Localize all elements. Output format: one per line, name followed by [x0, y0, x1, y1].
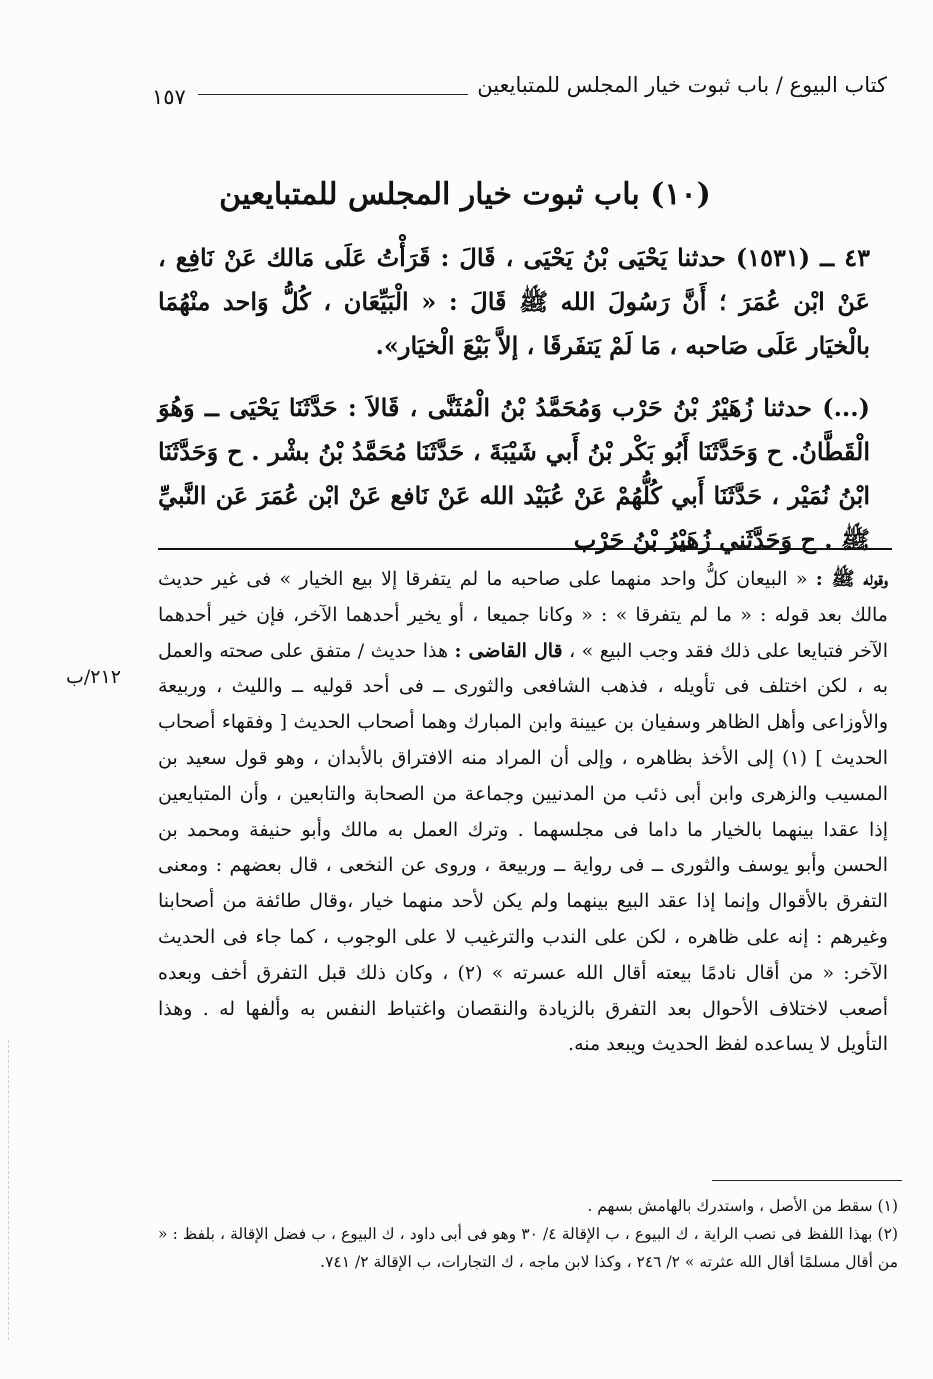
footnotes	[158, 1192, 898, 1276]
header-rule	[198, 94, 468, 95]
footnote-rule	[712, 1180, 902, 1181]
commentary-lead: وقوله ﷺ :	[815, 568, 889, 590]
commentary-text	[158, 562, 888, 1162]
qadi-label: قال القاضى :	[454, 639, 563, 662]
hadith-text-1: ٤٣ ــ (١٥٣١) حدثنا يَحْيَى بْنُ يَحْيَى ، قَالَ : قَرَأْتُ عَلَى مَالك عَنْ نَافِع ، عَنْ ابْن عُمَرَ ؛ أَنَّ رَسُولَ الله ﷺ قَالَ : « الْبَيِّعَان ، كُلُّ وَاحد منْهُمَا بالْخيَار عَلَى صَاحبه ، مَا لَمْ يَتفَرقَا ، إلاَّ بَيْعَ الْخيَار».	[158, 243, 870, 360]
page-number: ١٥٧	[152, 85, 186, 109]
manuscript-folio-note: ٢١٢/ب	[66, 666, 121, 688]
commentary-part-2: هذا حديث / متفق على صحته والعمل به ، لكن اختلف فى تأويله ، فذهب الشافعى والثورى ــ فى أحد قوليه ــ والليث ، وربيعة والأوزاعى وأهل الظاهر وسفيان بن عيينة وابن المبارك وهما أصحاب الحديث [ وفقهاء أصحاب الحديث ] (١) إلى الأخذ بظاهره ، وإلى أن المراد منه الافتراق بالأبدان ، وهو قول سعيد بن المسيب والزهرى وابن أبى ذئب من المدنيين وجماعة من الصحابة والتابعين ، وأن المتبايعين إذا عقدا بينهما بالخيار ما داما فى مجلسهما . وترك العمل به مالك وأبو حنيفة ومحمد بن الحسن وأبو يوسف والثورى ــ فى رواية ــ وربيعة ، وروى عن النخعى ، قال بعضهم : ومعنى التفرق بالأقوال وإنما إذا عقد البيع بينهما ولم يكن لأحد منهما خيار ،وقال طائفة من أصحابنا وغيرهم : إنه على ظاهره ، لكن على الندب والترغيب لا على الوجوب ، كما جاء فى الحديث الآخر: « من أقال نادمًا بيعته أقال الله عسرته » (٢) ، وكان ذلك قبل التفرق أخف وبعده أصعب لاختلاف الأحوال بعد التفرق بالزيادة والنقصان واغتباط النفس به وألفها له . وهذا التأويل لا يساعده لفظ الحديث ويبعد منه.	[158, 639, 888, 1056]
commentary-part-1: « البيعان كلُّ واحد منهما على صاحبه ما لم يتفرقا إلا بيع الخيار » فى غير حديث مالك بعد قوله : « ما لم يتفرقا » : « وكانا جميعا ، أو يخير أحدهما الآخر، فإن خير أحدهما الآخر فتبايعا على ذلك فقد وجب البيع » ،	[158, 568, 888, 662]
chapter-title: (١٠) باب ثبوت خيار المجلس للمتبايعين	[219, 177, 711, 212]
running-title: كتاب البيوع / باب ثبوت خيار المجلس للمتبايعين	[477, 73, 887, 97]
hadith-text-2: (...) حدثنا زُهَيْرُ بْنُ حَرْب وَمُحَمَّدُ بْنُ الْمُثَنَّى ، قَالاَ : حَدَّثَنَا يَحْيَى ــ وَهُوَ الْقَطَّانُ. ح وَحَدَّثَنَا أَبُو بَكْر بْنُ أَبي شَيْبَةَ ، حَدَّثَنَا مُحَمَّدُ بْنُ بشْر . ح وَحَدَّثَنَا ابْنُ نُمَيْر ، حَدَّثَنَا أَبي كُلُّهُمْ عَنْ عُبَيْد الله عَنْ نَافع عَنْ ابْن عُمَرَ عَن النَّبيِّ ﷺ . ح وَحَدَّثَني زُهَيْرُ بْنُ حَرْب	[158, 393, 870, 554]
scan-gutter-line	[8, 1040, 9, 1340]
footnote-2: (٢) بهذا اللفظ فى نصب الراية ، ك البيوع ، ب الإقالة ٤/ ٣٠ وهو فى أبى داود ، ك البيوع ، ب فضل الإقالة ، بلفظ : « من أقال مسلمًا أقال الله عثرته » ٢/ ٢٤٦ ، وكذا لابن ماجه ، ك التجارات، ب الإقالة ٢/ ٧٤١.	[158, 1225, 898, 1271]
footnote-1: (١) سقط من الأصل ، واستدرك بالهامش بسهم .	[587, 1197, 898, 1215]
section-rule	[158, 548, 892, 550]
